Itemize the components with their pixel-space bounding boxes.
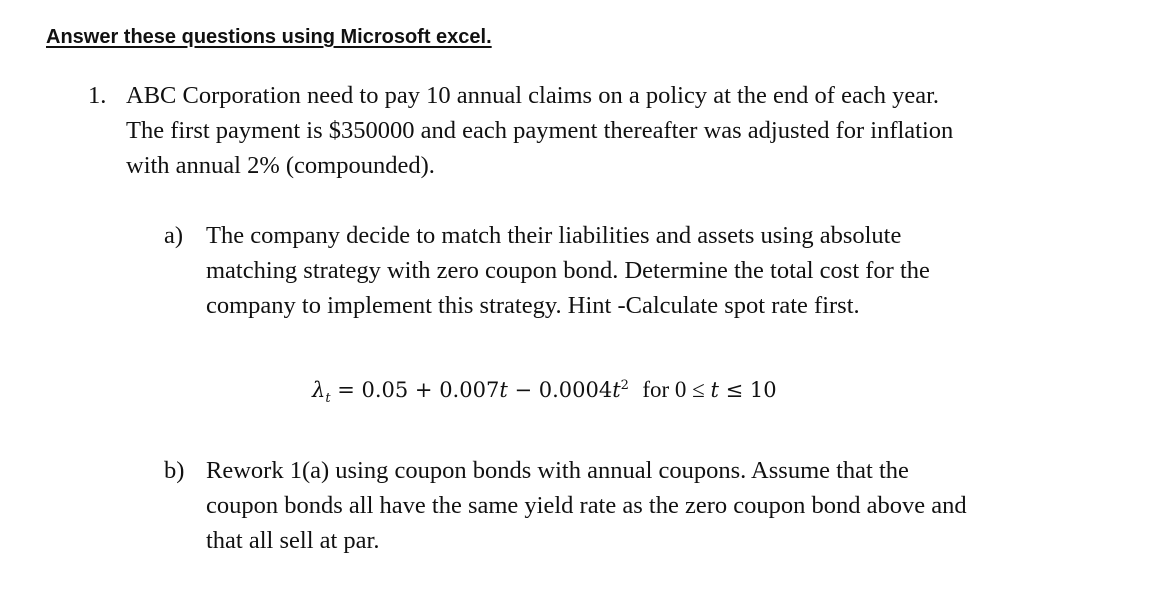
formula-minus-part: − 0.0004 <box>507 378 613 402</box>
formula-lambda: λ <box>312 378 326 402</box>
part-b-line: that all sell at par. <box>206 527 380 554</box>
question-1-line: ABC Corporation need to pay 10 annual claims on a policy at the end of each year. <box>126 82 940 109</box>
part-a-text <box>206 218 1044 323</box>
part-a-label: a) <box>164 222 184 249</box>
formula-t3: t <box>710 378 719 402</box>
part-a <box>164 218 1044 323</box>
question-1-line: The first payment is $350000 and each payment thereafter was adjusted for inflation <box>126 117 954 144</box>
part-b-text <box>206 453 1044 558</box>
part-b <box>164 453 1044 558</box>
formula-subscript: t <box>325 391 331 407</box>
formula-range: for 0 ≤ <box>642 377 711 402</box>
formula-range-end: ≤ 10 <box>718 378 777 402</box>
instruction-heading: Answer these questions using Microsoft excel. <box>46 26 492 48</box>
force-of-interest-formula <box>312 370 777 415</box>
part-b-line: Rework 1(a) using coupon bonds with annual coupons. Assume that the <box>206 457 909 484</box>
question-1-text <box>126 78 1048 183</box>
question-1-line: with annual 2% (compounded). <box>126 152 435 179</box>
question-1-number: 1. <box>88 82 107 109</box>
part-b-label: b) <box>164 457 185 484</box>
part-a-line: matching strategy with zero coupon bond. Determine the total cost for the <box>206 257 930 284</box>
part-a-line: The company decide to match their liabilities and assets using absolute <box>206 222 902 249</box>
formula-exponent: 2 <box>620 378 629 393</box>
part-a-line: company to implement this strategy. Hint -Calculate spot rate first. <box>206 292 860 319</box>
formula-t2: t <box>612 378 621 402</box>
part-b-line: coupon bonds all have the same yield rate as the zero coupon bond above and <box>206 492 967 519</box>
question-1 <box>88 78 1048 183</box>
formula-t1: t <box>499 378 508 402</box>
formula-equals-part: = 0.05 + 0.007 <box>330 378 500 402</box>
